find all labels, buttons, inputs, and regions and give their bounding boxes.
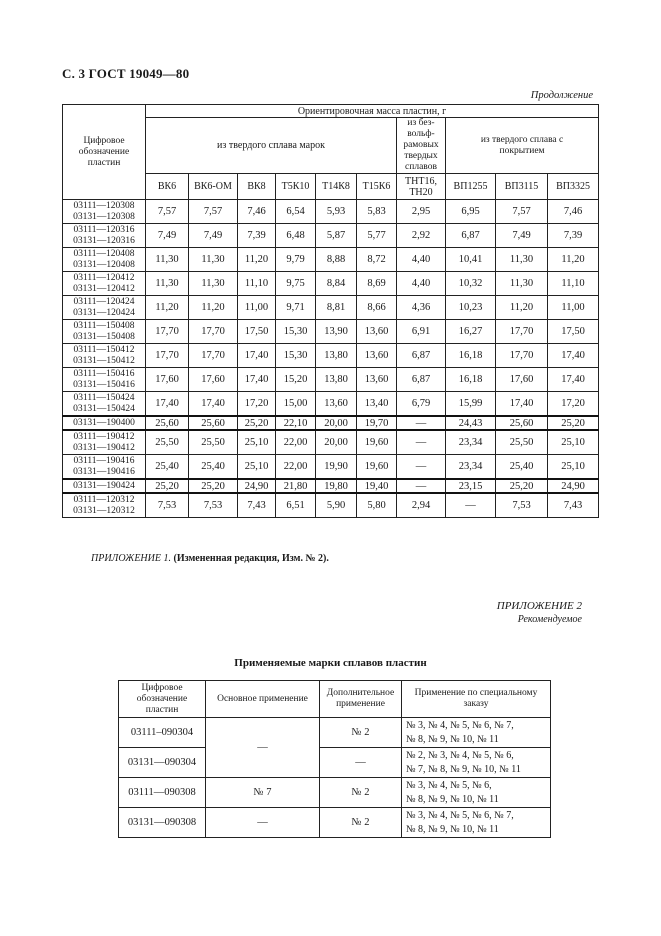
mass-value-cell: 11,20 bbox=[496, 296, 548, 320]
plate-code: 03111—150424 bbox=[73, 392, 135, 403]
col-mass-header: Ориентировочная масса пластин, г bbox=[146, 105, 599, 118]
plate-code: 03131—150412 bbox=[73, 355, 135, 366]
mass-value-cell: 15,20 bbox=[276, 368, 316, 392]
appendix1-text: (Измененная редакция, Изм. № 2). bbox=[173, 553, 329, 564]
group-tungsten-free-header: из без-вольф-рамовых твердых сплавов bbox=[397, 118, 446, 174]
mass-value-cell: 2,92 bbox=[397, 224, 446, 248]
mass-value-cell: 11,10 bbox=[238, 272, 276, 296]
mass-value-cell: 17,60 bbox=[496, 368, 548, 392]
mass-value-cell: 25,50 bbox=[496, 430, 548, 455]
alloy-special-line: № 3, № 4, № 5, № 6, № 7, bbox=[406, 809, 514, 821]
mass-value-cell: 7,43 bbox=[238, 493, 276, 518]
mass-value-cell: 6,54 bbox=[276, 200, 316, 224]
group-hard-header: из твердого сплава марок bbox=[146, 118, 397, 174]
mass-value-cell: 11,20 bbox=[189, 296, 238, 320]
mass-table-row bbox=[63, 416, 599, 430]
continuation-label: Продолжение bbox=[530, 90, 593, 101]
mass-value-cell: 10,32 bbox=[446, 272, 496, 296]
mass-value-cell: 25,10 bbox=[548, 455, 599, 480]
alloy-row bbox=[119, 808, 551, 838]
plate-code: 03131—150424 bbox=[73, 403, 135, 414]
alloy-special-line: № 8, № 9, № 10, № 11 bbox=[406, 793, 499, 805]
mass-value-cell: 17,20 bbox=[238, 392, 276, 417]
mass-value-cell: 10,23 bbox=[446, 296, 496, 320]
alloy-code-cell: 03111–090304 bbox=[119, 718, 206, 748]
mass-value-cell: — bbox=[397, 479, 446, 493]
mass-value-cell: 5,90 bbox=[316, 493, 357, 518]
mass-value-cell: 23,15 bbox=[446, 479, 496, 493]
mass-value-cell: 15,30 bbox=[276, 344, 316, 368]
plate-code: 03111—120408 bbox=[73, 248, 135, 259]
mass-value-cell: 5,77 bbox=[357, 224, 397, 248]
mass-value-cell: 19,70 bbox=[357, 416, 397, 430]
alloy-special-line: № 8, № 9, № 10, № 11 bbox=[406, 733, 499, 745]
mass-value-cell: 15,30 bbox=[276, 320, 316, 344]
alloy-code-cell: 03131—090304 bbox=[119, 748, 206, 778]
alloy-main-cell: — bbox=[206, 718, 320, 778]
mass-table-row bbox=[63, 479, 599, 493]
mass-value-cell: 7,43 bbox=[548, 493, 599, 518]
mass-value-cell: 23,34 bbox=[446, 455, 496, 480]
mass-value-cell: 8,69 bbox=[357, 272, 397, 296]
mass-value-cell: — bbox=[446, 493, 496, 518]
alloy-header-special: Применение по специальному заказу bbox=[402, 681, 551, 718]
mass-value-cell: 7,53 bbox=[146, 493, 189, 518]
plate-code: 03131—120412 bbox=[73, 283, 135, 294]
appendix2-subtitle: Рекомендуемое bbox=[517, 614, 582, 625]
mass-value-cell: 25,60 bbox=[189, 416, 238, 430]
mass-value-cell: 17,50 bbox=[548, 320, 599, 344]
grade-header-cell: ВК6 bbox=[146, 174, 189, 200]
mass-value-cell: 7,49 bbox=[146, 224, 189, 248]
mass-value-cell: 25,50 bbox=[146, 430, 189, 455]
alloy-header-extra: Дополнительное применение bbox=[320, 681, 402, 718]
alloy-special-line: № 2, № 3, № 4, № 5, № 6, bbox=[406, 749, 514, 761]
mass-value-cell: 4,40 bbox=[397, 248, 446, 272]
mass-value-cell: 6,87 bbox=[397, 344, 446, 368]
mass-table-row bbox=[63, 392, 599, 417]
mass-value-cell: 25,40 bbox=[496, 455, 548, 480]
plate-code: 03111—190412 bbox=[73, 431, 135, 442]
grade-header-cell: Т14К8 bbox=[316, 174, 357, 200]
mass-value-cell: 11,30 bbox=[146, 248, 189, 272]
mass-value-cell: — bbox=[397, 455, 446, 480]
mass-value-cell: 25,20 bbox=[238, 416, 276, 430]
mass-value-cell: 25,60 bbox=[146, 416, 189, 430]
mass-value-cell: 25,40 bbox=[189, 455, 238, 480]
mass-value-cell: 25,10 bbox=[548, 430, 599, 455]
alloy-special-line: № 8, № 9, № 10, № 11 bbox=[406, 823, 499, 835]
mass-value-cell: 9,71 bbox=[276, 296, 316, 320]
grade-header-cell: ВК6-ОМ bbox=[189, 174, 238, 200]
mass-value-cell: 15,00 bbox=[276, 392, 316, 417]
mass-value-cell: 13,80 bbox=[316, 368, 357, 392]
mass-value-cell: 23,34 bbox=[446, 430, 496, 455]
alloy-extra-cell: № 2 bbox=[320, 718, 402, 748]
mass-value-cell: 2,95 bbox=[397, 200, 446, 224]
alloy-row bbox=[119, 748, 551, 778]
mass-table-row bbox=[63, 455, 599, 480]
mass-table-row bbox=[63, 368, 599, 392]
mass-value-cell: 17,20 bbox=[548, 392, 599, 417]
plate-code: 03111—120424 bbox=[73, 296, 135, 307]
mass-value-cell: 17,70 bbox=[189, 320, 238, 344]
plate-code: 03111—120308 bbox=[73, 200, 135, 211]
mass-value-cell: 7,49 bbox=[496, 224, 548, 248]
alloy-special-cell bbox=[402, 778, 551, 808]
mass-value-cell: 11,30 bbox=[189, 272, 238, 296]
mass-value-cell: 17,60 bbox=[189, 368, 238, 392]
mass-value-cell: 11,30 bbox=[146, 272, 189, 296]
mass-value-cell: 17,70 bbox=[496, 320, 548, 344]
mass-value-cell: 8,88 bbox=[316, 248, 357, 272]
alloy-header-code: Цифровое обозначение пластин bbox=[119, 681, 206, 718]
alloy-row bbox=[119, 718, 551, 748]
mass-value-cell: 7,46 bbox=[548, 200, 599, 224]
plate-code-cell bbox=[63, 430, 146, 455]
plate-code: 03131—190424 bbox=[73, 480, 135, 491]
mass-value-cell: 22,00 bbox=[276, 455, 316, 480]
mass-value-cell: 20,00 bbox=[316, 416, 357, 430]
mass-value-cell: 17,40 bbox=[189, 392, 238, 417]
mass-value-cell: 17,40 bbox=[238, 344, 276, 368]
mass-value-cell: 13,80 bbox=[316, 344, 357, 368]
mass-value-cell: 7,53 bbox=[496, 493, 548, 518]
mass-value-cell: 25,40 bbox=[146, 455, 189, 480]
alloy-special-line: № 7, № 8, № 9, № 10, № 11 bbox=[406, 763, 521, 775]
plate-code: 03131—150408 bbox=[73, 331, 135, 342]
mass-table-row bbox=[63, 320, 599, 344]
mass-value-cell: 17,70 bbox=[146, 320, 189, 344]
mass-value-cell: 17,70 bbox=[146, 344, 189, 368]
mass-value-cell: 8,72 bbox=[357, 248, 397, 272]
mass-value-cell: 19,90 bbox=[316, 455, 357, 480]
plate-code: 03131—120312 bbox=[73, 505, 135, 516]
mass-value-cell: 8,66 bbox=[357, 296, 397, 320]
appendix2-title: ПРИЛОЖЕНИЕ 2 bbox=[496, 600, 582, 612]
alloy-special-line: № 3, № 4, № 5, № 6, bbox=[406, 779, 492, 791]
alloy-code-cell: 03131—090308 bbox=[119, 808, 206, 838]
mass-table-row bbox=[63, 296, 599, 320]
plate-code-cell bbox=[63, 368, 146, 392]
alloy-special-cell bbox=[402, 748, 551, 778]
plate-code: 03111—150412 bbox=[73, 344, 135, 355]
mass-value-cell: — bbox=[397, 416, 446, 430]
alloy-main-cell: — bbox=[206, 808, 320, 838]
mass-value-cell: 7,39 bbox=[548, 224, 599, 248]
mass-value-cell: 16,18 bbox=[446, 368, 496, 392]
mass-value-cell: 17,70 bbox=[189, 344, 238, 368]
alloy-special-cell bbox=[402, 808, 551, 838]
alloy-extra-cell: № 2 bbox=[320, 808, 402, 838]
mass-value-cell: 25,20 bbox=[548, 416, 599, 430]
mass-value-cell: 13,60 bbox=[357, 368, 397, 392]
mass-value-cell: 4,36 bbox=[397, 296, 446, 320]
plate-code: 03131—120308 bbox=[73, 211, 135, 222]
plate-code: 03111—190416 bbox=[73, 455, 135, 466]
mass-table-row bbox=[63, 200, 599, 224]
plate-code: 03111—120412 bbox=[73, 272, 135, 283]
mass-value-cell: 16,27 bbox=[446, 320, 496, 344]
mass-value-cell: 25,20 bbox=[496, 479, 548, 493]
mass-value-cell: 13,60 bbox=[357, 320, 397, 344]
mass-value-cell: 17,40 bbox=[146, 392, 189, 417]
mass-table-row bbox=[63, 248, 599, 272]
grade-header-cell: ВП3115 bbox=[496, 174, 548, 200]
alloy-special-cell bbox=[402, 718, 551, 748]
mass-value-cell: 25,20 bbox=[146, 479, 189, 493]
plate-code-cell bbox=[63, 248, 146, 272]
mass-value-cell: 22,10 bbox=[276, 416, 316, 430]
plate-code-cell bbox=[63, 320, 146, 344]
plate-code-cell bbox=[63, 296, 146, 320]
plate-code-cell bbox=[63, 493, 146, 518]
plate-code: 03111—150408 bbox=[73, 320, 135, 331]
mass-table-row bbox=[63, 272, 599, 296]
alloy-extra-cell: № 2 bbox=[320, 778, 402, 808]
alloy-main-cell: № 7 bbox=[206, 778, 320, 808]
grade-header-cell: ВП3325 bbox=[548, 174, 599, 200]
mass-value-cell: — bbox=[397, 430, 446, 455]
plate-code-cell bbox=[63, 224, 146, 248]
mass-value-cell: 11,30 bbox=[496, 272, 548, 296]
mass-value-cell: 13,60 bbox=[357, 344, 397, 368]
mass-value-cell: 22,00 bbox=[276, 430, 316, 455]
plate-code-cell bbox=[63, 479, 146, 493]
mass-value-cell: 11,20 bbox=[548, 248, 599, 272]
appendix1-prefix: ПРИЛОЖЕНИЕ 1. bbox=[91, 553, 171, 564]
plate-code-cell bbox=[63, 416, 146, 430]
page-header: С. 3 ГОСТ 19049—80 bbox=[62, 66, 190, 81]
plate-code: 03111—120312 bbox=[73, 494, 135, 505]
plate-code-cell bbox=[63, 455, 146, 480]
mass-value-cell: 5,87 bbox=[316, 224, 357, 248]
mass-value-cell: 5,93 bbox=[316, 200, 357, 224]
alloy-table-title: Применяемые марки сплавов пластин bbox=[234, 657, 427, 669]
grade-header-cell: ТНТ16, ТН20 bbox=[397, 174, 446, 200]
plate-code-cell bbox=[63, 392, 146, 417]
group-coated-header: из твердого сплава с покрытием bbox=[446, 118, 599, 174]
mass-value-cell: 8,81 bbox=[316, 296, 357, 320]
mass-value-cell: 6,91 bbox=[397, 320, 446, 344]
grade-header-cell: Т5К10 bbox=[276, 174, 316, 200]
alloy-header-main: Основное применение bbox=[206, 681, 320, 718]
mass-value-cell: 7,57 bbox=[146, 200, 189, 224]
mass-value-cell: 5,80 bbox=[357, 493, 397, 518]
mass-table bbox=[62, 104, 599, 518]
mass-table-row bbox=[63, 493, 599, 518]
plate-code: 03131—150416 bbox=[73, 379, 135, 390]
plate-code: 03131—190416 bbox=[73, 466, 135, 477]
mass-value-cell: 9,79 bbox=[276, 248, 316, 272]
mass-value-cell: 24,43 bbox=[446, 416, 496, 430]
mass-value-cell: 4,40 bbox=[397, 272, 446, 296]
grade-header-cell: ВК8 bbox=[238, 174, 276, 200]
plate-code: 03131—120424 bbox=[73, 307, 135, 318]
mass-value-cell: 7,57 bbox=[496, 200, 548, 224]
alloy-special-line: № 3, № 4, № 5, № 6, № 7, bbox=[406, 719, 514, 731]
plate-code-cell bbox=[63, 344, 146, 368]
mass-value-cell: 11,30 bbox=[496, 248, 548, 272]
mass-value-cell: 10,41 bbox=[446, 248, 496, 272]
grade-header-cell: ВП1255 bbox=[446, 174, 496, 200]
mass-value-cell: 7,39 bbox=[238, 224, 276, 248]
alloy-code-cell: 03111—090308 bbox=[119, 778, 206, 808]
mass-value-cell: 6,87 bbox=[397, 368, 446, 392]
mass-table-row bbox=[63, 430, 599, 455]
plate-code-cell bbox=[63, 200, 146, 224]
mass-value-cell: 25,20 bbox=[189, 479, 238, 493]
mass-value-cell: 17,40 bbox=[548, 368, 599, 392]
mass-value-cell: 6,95 bbox=[446, 200, 496, 224]
mass-value-cell: 11,30 bbox=[189, 248, 238, 272]
mass-value-cell: 5,83 bbox=[357, 200, 397, 224]
mass-value-cell: 6,79 bbox=[397, 392, 446, 417]
mass-value-cell: 25,50 bbox=[189, 430, 238, 455]
mass-value-cell: 16,18 bbox=[446, 344, 496, 368]
grade-header-cell: Т15К6 bbox=[357, 174, 397, 200]
mass-value-cell: 17,40 bbox=[238, 368, 276, 392]
mass-value-cell: 19,80 bbox=[316, 479, 357, 493]
mass-value-cell: 17,40 bbox=[496, 392, 548, 417]
mass-value-cell: 11,00 bbox=[238, 296, 276, 320]
appendix1-note bbox=[91, 553, 329, 564]
mass-value-cell: 19,60 bbox=[357, 430, 397, 455]
mass-value-cell: 6,48 bbox=[276, 224, 316, 248]
mass-value-cell: 15,99 bbox=[446, 392, 496, 417]
mass-table-row bbox=[63, 224, 599, 248]
mass-value-cell: 11,10 bbox=[548, 272, 599, 296]
mass-value-cell: 25,10 bbox=[238, 430, 276, 455]
col-code-header: Цифровое обозначение пластин bbox=[63, 105, 146, 200]
mass-value-cell: 21,80 bbox=[276, 479, 316, 493]
mass-value-cell: 6,51 bbox=[276, 493, 316, 518]
mass-value-cell: 17,50 bbox=[238, 320, 276, 344]
alloy-table bbox=[118, 680, 551, 838]
mass-value-cell: 9,75 bbox=[276, 272, 316, 296]
mass-value-cell: 13,40 bbox=[357, 392, 397, 417]
mass-table-row bbox=[63, 344, 599, 368]
plate-code: 03131—120316 bbox=[73, 235, 135, 246]
mass-value-cell: 7,49 bbox=[189, 224, 238, 248]
mass-value-cell: 7,57 bbox=[189, 200, 238, 224]
alloy-row bbox=[119, 778, 551, 808]
plate-code: 03131—120408 bbox=[73, 259, 135, 270]
mass-value-cell: 7,46 bbox=[238, 200, 276, 224]
mass-value-cell: 19,40 bbox=[357, 479, 397, 493]
mass-value-cell: 24,90 bbox=[238, 479, 276, 493]
mass-value-cell: 13,60 bbox=[316, 392, 357, 417]
mass-value-cell: 11,20 bbox=[238, 248, 276, 272]
mass-value-cell: 17,60 bbox=[146, 368, 189, 392]
mass-value-cell: 6,87 bbox=[446, 224, 496, 248]
mass-value-cell: 25,60 bbox=[496, 416, 548, 430]
mass-value-cell: 11,00 bbox=[548, 296, 599, 320]
mass-value-cell: 2,94 bbox=[397, 493, 446, 518]
mass-value-cell: 11,20 bbox=[146, 296, 189, 320]
mass-value-cell: 20,00 bbox=[316, 430, 357, 455]
mass-value-cell: 17,40 bbox=[548, 344, 599, 368]
plate-code: 03111—150416 bbox=[73, 368, 135, 379]
mass-value-cell: 17,70 bbox=[496, 344, 548, 368]
plate-code-cell bbox=[63, 272, 146, 296]
mass-value-cell: 25,10 bbox=[238, 455, 276, 480]
mass-value-cell: 7,53 bbox=[189, 493, 238, 518]
mass-value-cell: 19,60 bbox=[357, 455, 397, 480]
mass-value-cell: 8,84 bbox=[316, 272, 357, 296]
plate-code: 03131—190412 bbox=[73, 442, 135, 453]
plate-code: 03131—190400 bbox=[73, 417, 135, 428]
mass-value-cell: 13,90 bbox=[316, 320, 357, 344]
plate-code: 03111—120316 bbox=[73, 224, 135, 235]
mass-value-cell: 24,90 bbox=[548, 479, 599, 493]
alloy-extra-cell: — bbox=[320, 748, 402, 778]
